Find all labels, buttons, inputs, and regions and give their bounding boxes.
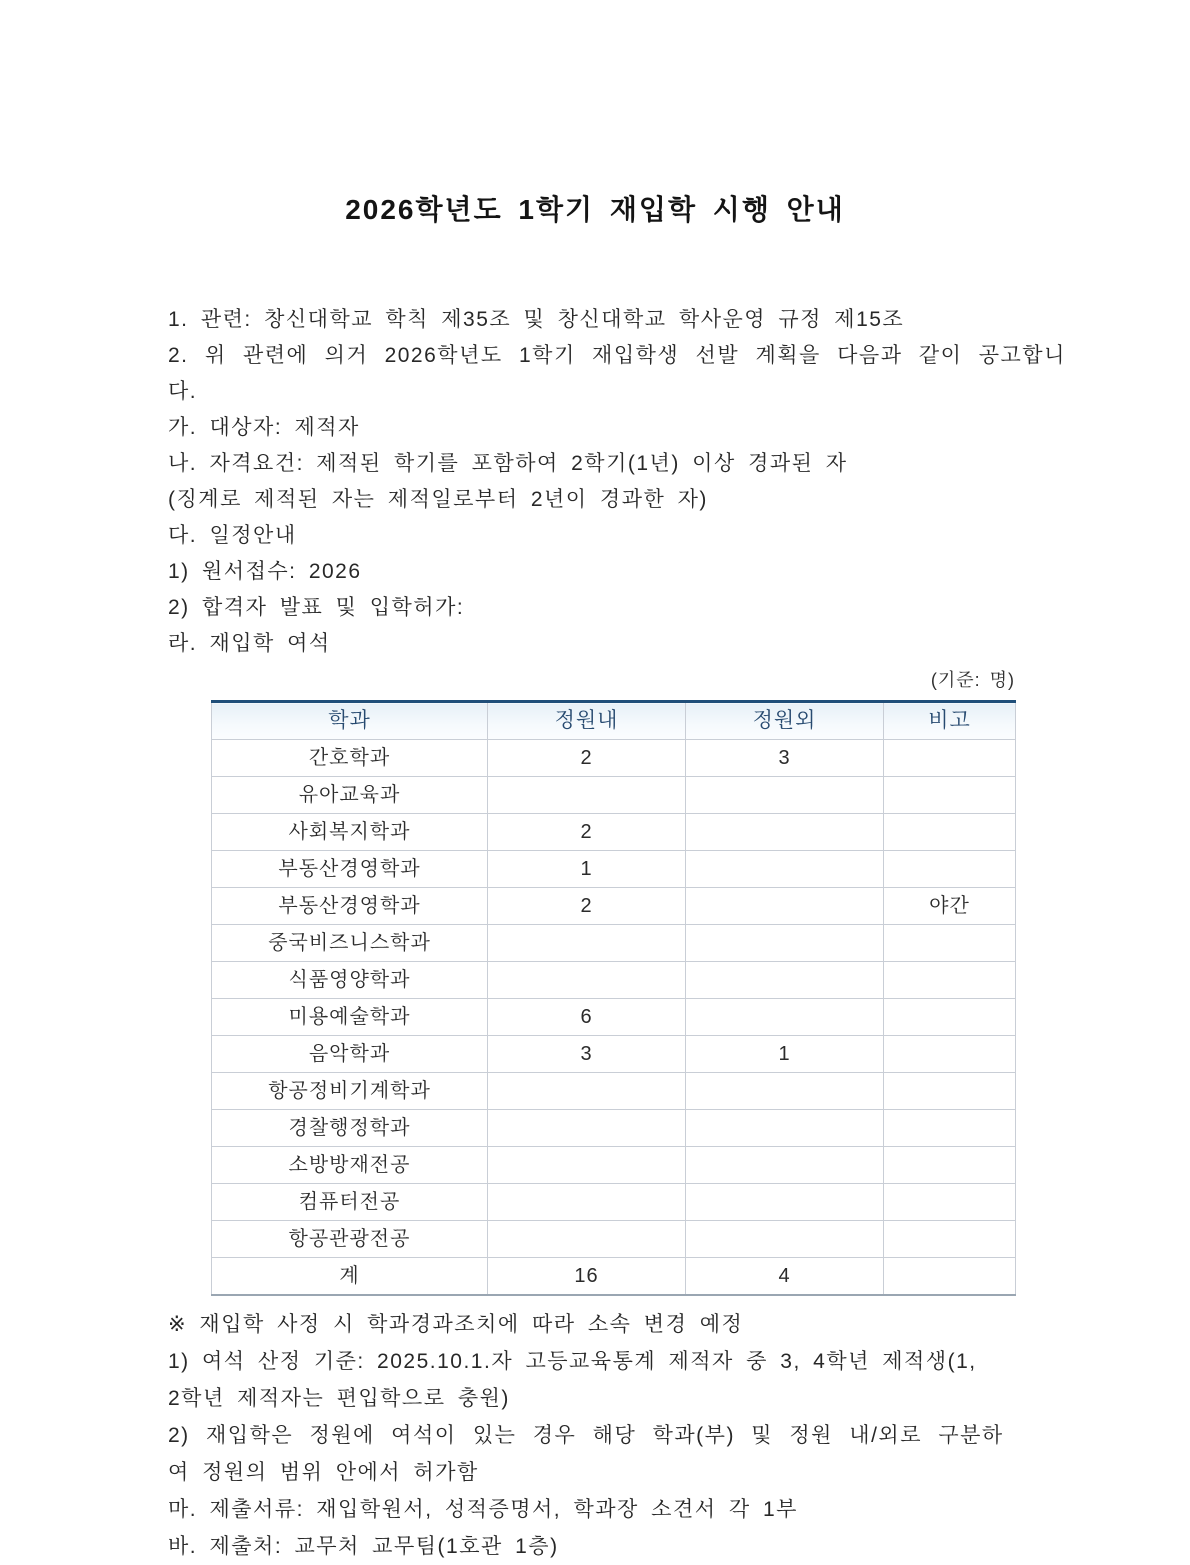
cell-out-quota: [686, 962, 884, 999]
table-row: [212, 888, 1016, 925]
item-da: 다. 일정안내: [168, 524, 297, 547]
table-row: [212, 1147, 1016, 1184]
table-row: [212, 962, 1016, 999]
readmission-quota-table: [211, 700, 1016, 1296]
cell-in-quota: 16: [488, 1258, 686, 1296]
table-row: [212, 1073, 1016, 1110]
cell-in-quota: [488, 777, 686, 814]
cell-out-quota: [686, 1110, 884, 1147]
cell-note: [884, 1221, 1016, 1258]
table-row: [212, 999, 1016, 1036]
cell-in-quota: [488, 1110, 686, 1147]
table-row: [212, 925, 1016, 962]
note-2: 2) 재입학은 정원에 여석이 있는 경우 해당 학과(부) 및 정원 내/외로 구분하: [168, 1424, 1004, 1447]
cell-dept: 중국비즈니스학과: [212, 925, 488, 962]
cell-in-quota: 2: [488, 740, 686, 777]
cell-note: [884, 925, 1016, 962]
table-row: [212, 777, 1016, 814]
cell-note: [884, 962, 1016, 999]
cell-dept: 계: [212, 1258, 488, 1296]
table-header: [212, 702, 1016, 740]
schedule-item-1: 1) 원서접수: 2026: [168, 560, 362, 583]
cell-dept: 미용예술학과: [212, 999, 488, 1036]
cell-note: [884, 1110, 1016, 1147]
table-row: [212, 1110, 1016, 1147]
cell-out-quota: 1: [686, 1036, 884, 1073]
cell-note: [884, 851, 1016, 888]
cell-dept: 사회복지학과: [212, 814, 488, 851]
table-unit-caption: (기준: 명): [930, 670, 1015, 690]
cell-dept: 식품영양학과: [212, 962, 488, 999]
table-row: [212, 814, 1016, 851]
cell-dept: 유아교육과: [212, 777, 488, 814]
cell-in-quota: [488, 1073, 686, 1110]
cell-note: [884, 1184, 1016, 1221]
table-row: [212, 1184, 1016, 1221]
cell-note: [884, 1073, 1016, 1110]
cell-dept: 경찰행정학과: [212, 1110, 488, 1147]
note-2-continued: 여 정원의 범위 안에서 허가함: [168, 1461, 479, 1484]
cell-in-quota: 2: [488, 888, 686, 925]
cell-dept: 음악학과: [212, 1036, 488, 1073]
cell-in-quota: 6: [488, 999, 686, 1036]
cell-dept: 컴퓨터전공: [212, 1184, 488, 1221]
cell-note: [884, 777, 1016, 814]
cell-note: [884, 1036, 1016, 1073]
cell-note: [884, 999, 1016, 1036]
header-note: 비고: [884, 702, 1016, 740]
document-body: [168, 302, 1090, 1296]
cell-note: [884, 1147, 1016, 1184]
table-row: [212, 740, 1016, 777]
item-ba: 바. 제출처: 교무처 교무팀(1호관 1층): [168, 1535, 559, 1558]
cell-note: [884, 814, 1016, 851]
item-ma: 마. 제출서류: 재입학원서, 성적증명서, 학과장 소견서 각 1부: [168, 1498, 798, 1521]
note-star: ※ 재입학 사정 시 학과경과조치에 따라 소속 변경 예정: [168, 1313, 744, 1336]
cell-out-quota: [686, 888, 884, 925]
cell-dept: 항공정비기계학과: [212, 1073, 488, 1110]
cell-out-quota: [686, 925, 884, 962]
cell-out-quota: [686, 777, 884, 814]
cell-dept: 항공관광전공: [212, 1221, 488, 1258]
cell-in-quota: 1: [488, 851, 686, 888]
cell-out-quota: [686, 1184, 884, 1221]
intro-line-1: 1. 관련: 창신대학교 학칙 제35조 및 창신대학교 학사운영 규정 제15조: [168, 308, 905, 331]
cell-dept: 간호학과: [212, 740, 488, 777]
cell-out-quota: [686, 1221, 884, 1258]
table-row: [212, 851, 1016, 888]
page-title: 2026학년도 1학기 재입학 시행 안내: [345, 194, 845, 225]
cell-out-quota: [686, 814, 884, 851]
cell-in-quota: [488, 1147, 686, 1184]
item-na-cont: (징계로 제적된 자는 제적일로부터 2년이 경과한 자): [168, 488, 708, 511]
header-out-quota: 정원외: [686, 702, 884, 740]
cell-out-quota: [686, 1147, 884, 1184]
cell-in-quota: [488, 962, 686, 999]
cell-in-quota: 3: [488, 1036, 686, 1073]
cell-in-quota: [488, 1221, 686, 1258]
cell-dept: 부동산경영학과: [212, 851, 488, 888]
cell-note: 야간: [884, 888, 1016, 925]
table-body: [212, 740, 1016, 1296]
cell-dept: 부동산경영학과: [212, 888, 488, 925]
cell-out-quota: 3: [686, 740, 884, 777]
cell-in-quota: [488, 1184, 686, 1221]
table-row: [212, 1221, 1016, 1258]
table-header-row: [212, 702, 1016, 740]
cell-note: [884, 740, 1016, 777]
intro-line-2: 2. 위 관련에 의거 2026학년도 1학기 재입학생 선발 계획을 다음과 같이 공고합니다.: [168, 344, 1066, 403]
header-in-quota: 정원내: [488, 702, 686, 740]
table-row: [212, 1036, 1016, 1073]
header-dept: 학과: [212, 702, 488, 740]
item-na: 나. 자격요건: 제적된 학기를 포함하여 2학기(1년) 이상 경과된 자: [168, 452, 848, 475]
cell-out-quota: 4: [686, 1258, 884, 1296]
document-notes: [168, 1306, 1190, 1565]
note-1: 1) 여석 산정 기준: 2025.10.1.자 고등교육통계 제적자 중 3, 4학년 제적생(1,: [168, 1350, 977, 1373]
schedule-item-2: 2) 합격자 발표 및 입학허가:: [168, 596, 465, 619]
cell-out-quota: [686, 851, 884, 888]
item-ga: 가. 대상자: 제적자: [168, 416, 360, 439]
note-1-continued: 2학년 제적자는 편입학으로 충원): [168, 1387, 510, 1410]
cell-out-quota: [686, 999, 884, 1036]
cell-dept: 소방방재전공: [212, 1147, 488, 1184]
table-total-row: [212, 1258, 1016, 1296]
cell-in-quota: 2: [488, 814, 686, 851]
item-ra: 라. 재입학 여석: [168, 632, 331, 655]
cell-in-quota: [488, 925, 686, 962]
cell-out-quota: [686, 1073, 884, 1110]
cell-note: [884, 1258, 1016, 1296]
